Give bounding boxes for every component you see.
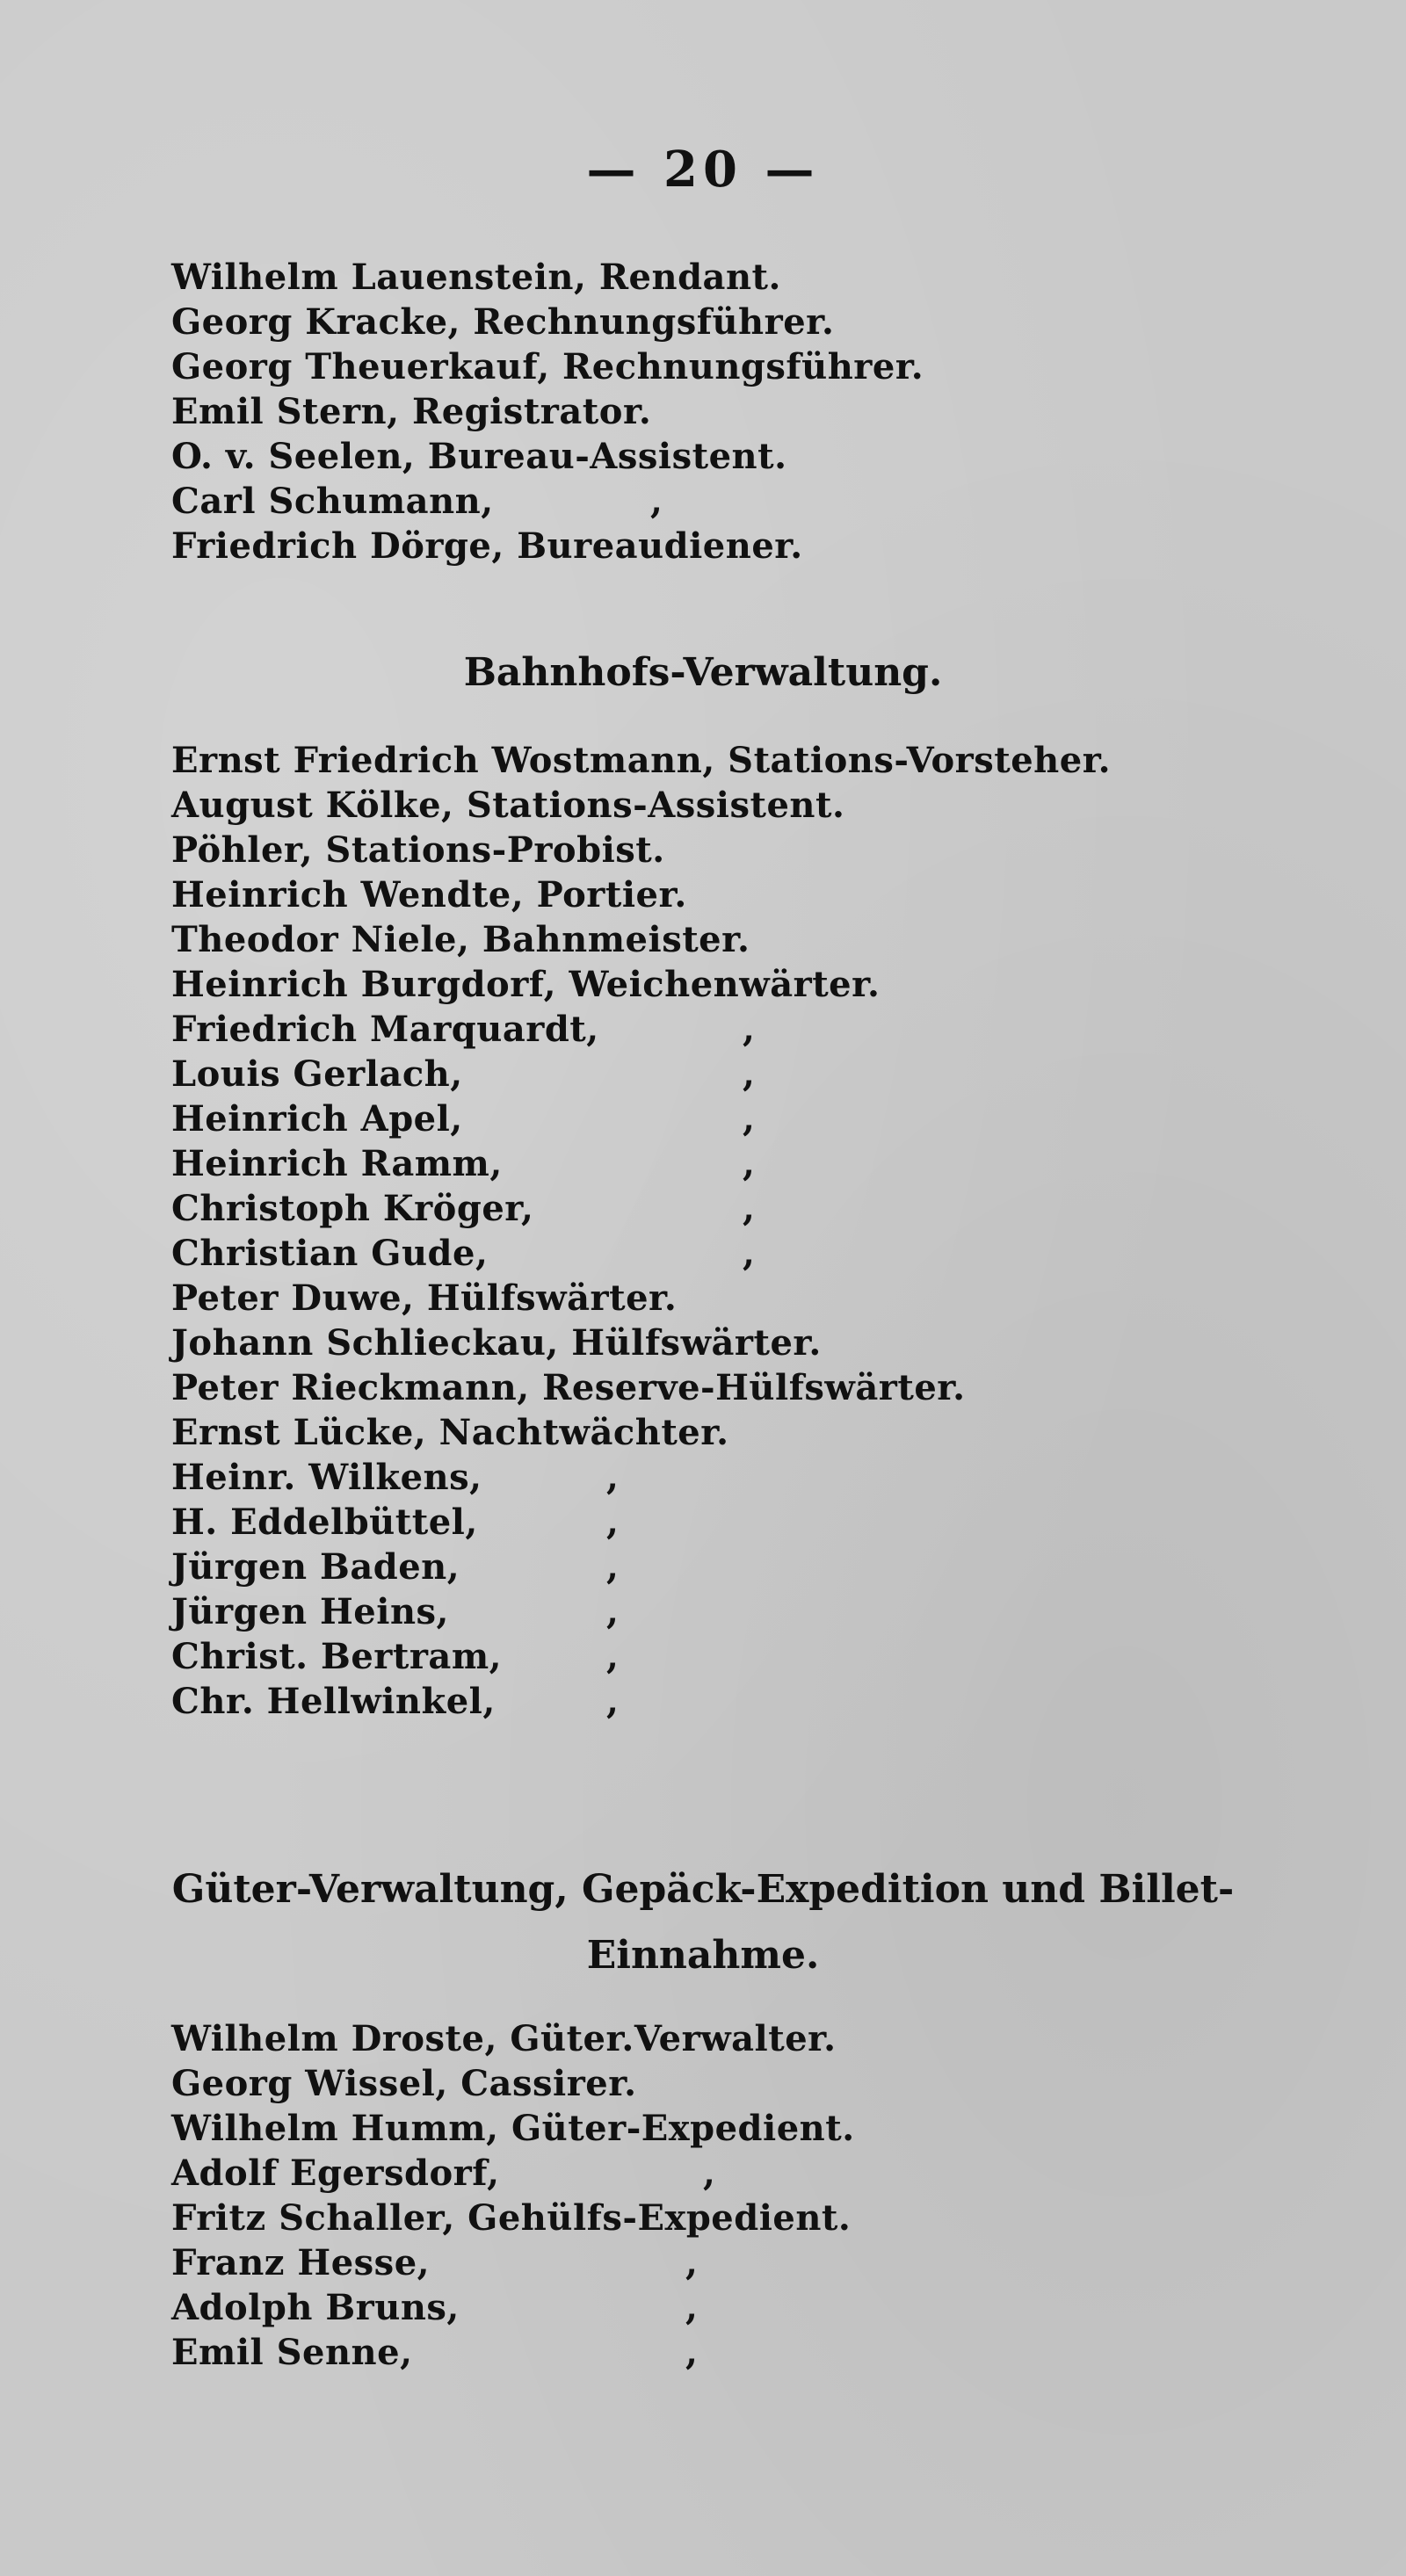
ditto-mark: , [743, 1053, 755, 1095]
list-item: Adolf Egersdorf, , [171, 2153, 715, 2194]
list-item: Christoph Kröger, , [171, 1188, 755, 1229]
list-item: Ernst Friedrich Wostmann, Stations-Vorsteher. [171, 740, 1112, 781]
list-item: Emil Senne, , [171, 2332, 698, 2373]
section-heading-bahnhof: Bahnhofs-Verwaltung. [463, 650, 943, 695]
list-item: Theodor Niele, Bahnmeister. [171, 919, 750, 960]
list-item: Wilhelm Lauenstein, Rendant. [171, 257, 781, 298]
list-item: O. v. Seelen, Bureau-Assistent. [171, 436, 787, 477]
list-item: Wilhelm Humm, Güter-Expedient. [171, 2108, 855, 2149]
ditto-mark: , [685, 2242, 698, 2283]
list-item: Heinrich Apel, , [171, 1098, 755, 1140]
list-item: Heinr. Wilkens, , [171, 1457, 619, 1498]
list-item: Jürgen Heins, , [171, 1591, 619, 1632]
ditto-mark: , [743, 1098, 755, 1140]
section-heading-gueter-cont: Einnahme. [586, 1933, 820, 1978]
list-item: Chr. Hellwinkel, , [171, 1681, 619, 1722]
list-item: Georg Theuerkauf, Rechnungsführer. [171, 346, 924, 387]
list-item: Heinrich Wendte, Portier. [171, 874, 687, 915]
list-item: Emil Stern, Registrator. [171, 391, 652, 432]
list-item: Louis Gerlach, , [171, 1053, 755, 1095]
list-item: Peter Duwe, Hülfswärter. [171, 1277, 678, 1319]
list-item: August Kölke, Stations-Assistent. [171, 785, 845, 826]
list-item: Georg Kracke, Rechnungsführer. [171, 301, 835, 343]
ditto-mark: , [606, 1546, 619, 1588]
list-item: Wilhelm Droste, Güter.Verwalter. [171, 2018, 837, 2059]
ditto-mark: , [703, 2153, 715, 2194]
list-item: Franz Hesse, , [171, 2242, 698, 2283]
ditto-mark: , [606, 1636, 619, 1677]
list-item: Fritz Schaller, Gehülfs-Expedient. [171, 2197, 852, 2239]
list-item: Georg Wissel, Cassirer. [171, 2063, 637, 2104]
section-heading-gueter: Güter-Verwaltung, Gepäck-Expedition und Billet- [171, 1867, 1235, 1912]
list-item: Friedrich Dörge, Bureaudiener. [171, 525, 803, 567]
list-item: Johann Schlieckau, Hülfswärter. [171, 1322, 822, 1364]
ditto-mark: , [606, 1501, 619, 1543]
ditto-mark: , [685, 2332, 698, 2373]
ditto-mark: , [606, 1457, 619, 1498]
ditto-mark: , [606, 1681, 619, 1722]
ditto-mark: , [743, 1009, 755, 1050]
ditto-mark: , [606, 1591, 619, 1632]
list-item: Pöhler, Stations-Probist. [171, 829, 665, 871]
list-item: Carl Schumann, , [171, 481, 663, 522]
list-item: Christian Gude, , [171, 1233, 755, 1274]
ditto-mark: , [685, 2287, 698, 2328]
list-item: Jürgen Baden, , [171, 1546, 619, 1588]
list-item: Christ. Bertram, , [171, 1636, 619, 1677]
list-item: H. Eddelbüttel, , [171, 1501, 619, 1543]
list-item: Heinrich Ramm, , [171, 1143, 755, 1184]
staff-list-goods [171, 2016, 1340, 2375]
staff-list-station [171, 738, 1340, 1724]
list-item: Peter Rieckmann, Reserve-Hülfswärter. [171, 1367, 966, 1408]
staff-list-administration [171, 255, 1340, 568]
list-item: Ernst Lücke, Nachtwächter. [171, 1412, 729, 1453]
ditto-mark: , [743, 1188, 755, 1229]
list-item: Heinrich Burgdorf, Weichenwärter. [171, 964, 881, 1005]
list-item: Friedrich Marquardt, , [171, 1009, 755, 1050]
ditto-mark: , [743, 1233, 755, 1274]
list-item: Adolph Bruns, , [171, 2287, 698, 2328]
page-number: — 20 — [586, 141, 820, 199]
ditto-mark: , [650, 481, 663, 522]
ditto-mark: , [743, 1143, 755, 1184]
